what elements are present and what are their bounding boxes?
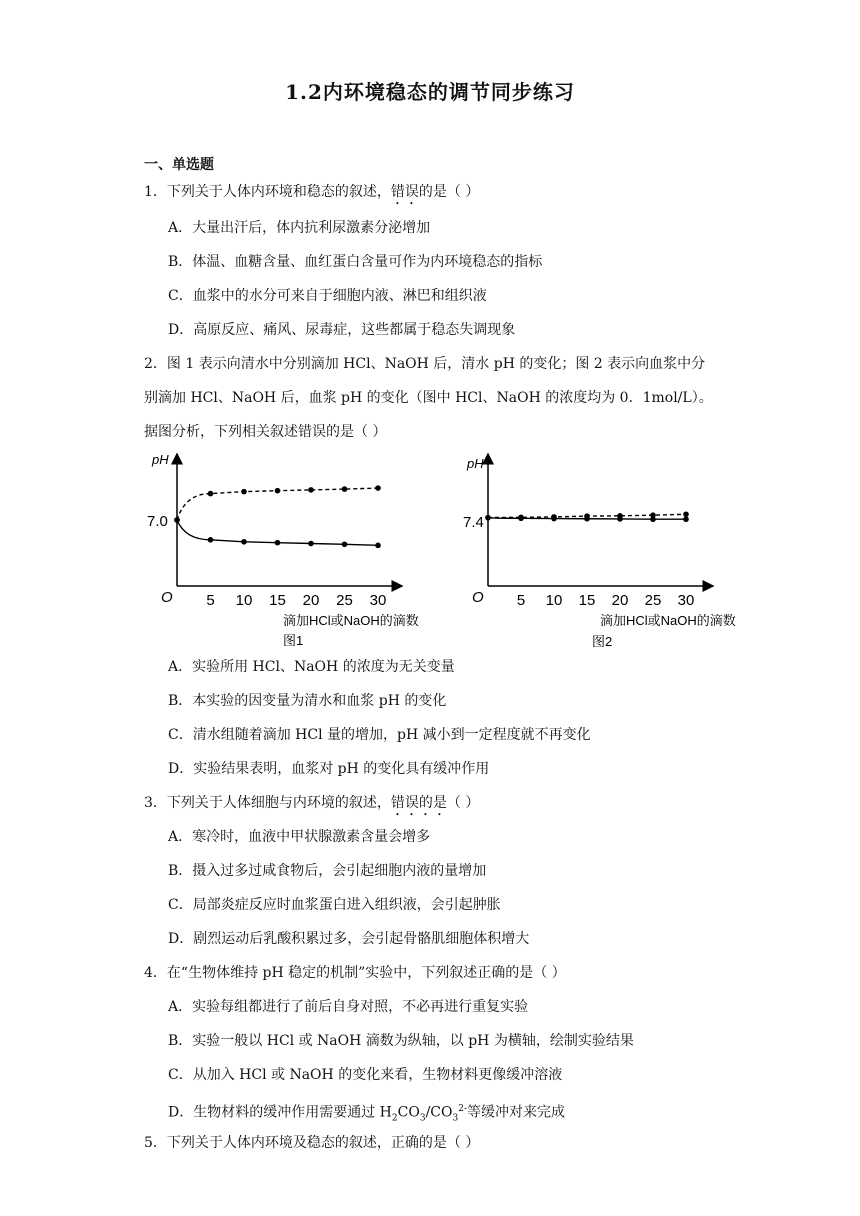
hcl-data-point	[551, 516, 557, 522]
y-axis-label: pH	[152, 452, 169, 467]
hcl-data-point	[518, 515, 524, 521]
question-3-stem: 3．下列关于人体细胞与内环境的叙述，错误的是（ ）	[144, 795, 480, 811]
y-tick-label: 7.4	[463, 514, 484, 531]
x-axis-label: 滴加HCl或NaOH的滴数	[283, 613, 419, 628]
question-3-option-d[interactable]: D．剧烈运动后乳酸积累过多，会引起骨骼肌细胞体积增大	[168, 931, 530, 947]
hcl-data-point	[275, 540, 281, 546]
question-2-option-d[interactable]: D．实验结果表明，血浆对 pH 的变化具有缓冲作用	[168, 761, 490, 777]
hcl-data-point	[174, 517, 180, 523]
question-4-stem: 4．在“生物体维持 pH 稳定的机制”实验中，下列叙述正确的是（ ）	[144, 965, 566, 981]
question-3-option-c[interactable]: C．局部炎症反应时血浆蛋白进入组织液，会引起肿胀	[168, 897, 501, 913]
hcl-data-point	[683, 516, 689, 522]
hcl-data-point	[375, 543, 381, 549]
x-tick-label: 30	[677, 592, 695, 609]
hcl-data-point	[650, 516, 656, 522]
figure-2-chart	[455, 448, 755, 653]
question-4-option-a[interactable]: A．实验每组都进行了前后自身对照，不必再进行重复实验	[168, 999, 529, 1015]
question-2-stem-line-1: 2．图 1 表示向清水中分别滴加 HCl、NaOH 后，清水 pH 的变化；图 2 表示向血浆中分	[144, 356, 706, 372]
origin-label: O	[472, 589, 484, 606]
page-title: 1.2内环境稳态的调节同步练习	[285, 80, 575, 104]
naoh-data-point	[683, 511, 689, 517]
question-4-option-c[interactable]: C．从加入 HCl 或 NaOH 的变化来看，生物材料更像缓冲溶液	[168, 1067, 563, 1083]
naoh-data-point	[241, 489, 247, 495]
question-2-option-b[interactable]: B．本实验的因变量为清水和血浆 pH 的变化	[168, 693, 447, 709]
x-tick-label: 10	[235, 592, 253, 609]
chart-caption: 图1	[283, 633, 304, 648]
x-tick-label: 10	[545, 592, 563, 609]
hcl-data-point	[308, 541, 314, 547]
naoh-data-point	[342, 486, 348, 492]
x-tick-label: 25	[336, 592, 353, 609]
x-tick-label: 25	[644, 592, 662, 609]
question-5-stem: 5．下列关于人体内环境及稳态的叙述，正确的是（ ）	[144, 1135, 480, 1151]
question-4-option-b[interactable]: B．实验一般以 HCl 或 NaOH 滴数为纵轴，以 pH 为横轴，绘制实验结果	[168, 1033, 634, 1049]
question-3-option-a[interactable]: A．寒冷时，血液中甲状腺激素含量会增多	[168, 829, 431, 845]
y-axis-label: pH	[467, 456, 484, 471]
x-tick-label: 5	[206, 592, 215, 609]
question-2-option-a[interactable]: A．实验所用 HCl、NaOH 的浓度为无关变量	[168, 659, 455, 675]
naoh-data-point	[308, 487, 314, 493]
question-2-stem-line-3: 据图分析，下列相关叙述错误的是（ ）	[144, 424, 387, 440]
hcl-data-point	[617, 516, 623, 522]
hcl-data-point	[342, 541, 348, 547]
question-4-option-d[interactable]: D．生物材料的缓冲作用需要通过 $H_2CO_3/CO_3^{2-}$等缓冲对来完成	[168, 1104, 565, 1124]
question-1-stem: 1．下列关于人体内环境和稳态的叙述，错误的是（ ）	[144, 184, 480, 200]
naoh-data-point	[375, 485, 381, 491]
question-1-option-a[interactable]: A．大量出汗后，体内抗利尿激素分泌增加	[168, 220, 431, 236]
hcl-data-point	[208, 537, 214, 543]
question-1-option-c[interactable]: C．血浆中的水分可来自于细胞内液、淋巴和组织液	[168, 288, 487, 304]
x-tick-label: 15	[269, 592, 286, 609]
question-1-option-b[interactable]: B．体温、血糖含量、血红蛋白含量可作为内环境稳态的指标	[168, 254, 543, 270]
question-2-stem-line-2: 别滴加 HCl、NaOH 后，血浆 pH 的变化（图中 HCl、NaOH 的浓度均为 0．1mol/L）。	[144, 390, 713, 406]
hcl-data-point	[584, 516, 590, 522]
origin-label: O	[161, 589, 173, 606]
chart-caption: 图2	[592, 634, 613, 649]
naoh-data-point	[208, 491, 214, 497]
x-tick-label: 20	[302, 592, 320, 609]
question-1-option-d[interactable]: D．高原反应、痛风、尿毒症，这些都属于稳态失调现象	[168, 322, 516, 338]
x-tick-label: 30	[369, 592, 387, 609]
x-tick-label: 5	[516, 592, 526, 609]
question-2-option-c[interactable]: C．清水组随着滴加 HCl 量的增加，pH 减小到一定程度就不再变化	[168, 727, 591, 743]
y-tick-label: 7.0	[147, 513, 168, 530]
figure-1-chart	[140, 448, 440, 653]
hcl-data-point	[485, 515, 491, 521]
x-tick-label: 20	[611, 592, 629, 609]
naoh-data-point	[275, 488, 281, 494]
section-heading: 一、单选题	[144, 157, 214, 173]
x-axis-label: 滴加HCl或NaOH的滴数	[600, 613, 736, 628]
question-3-option-b[interactable]: B．摄入过多过咸食物后，会引起细胞内液的量增加	[168, 863, 487, 879]
hcl-data-point	[241, 539, 247, 545]
x-tick-label: 15	[578, 592, 596, 609]
